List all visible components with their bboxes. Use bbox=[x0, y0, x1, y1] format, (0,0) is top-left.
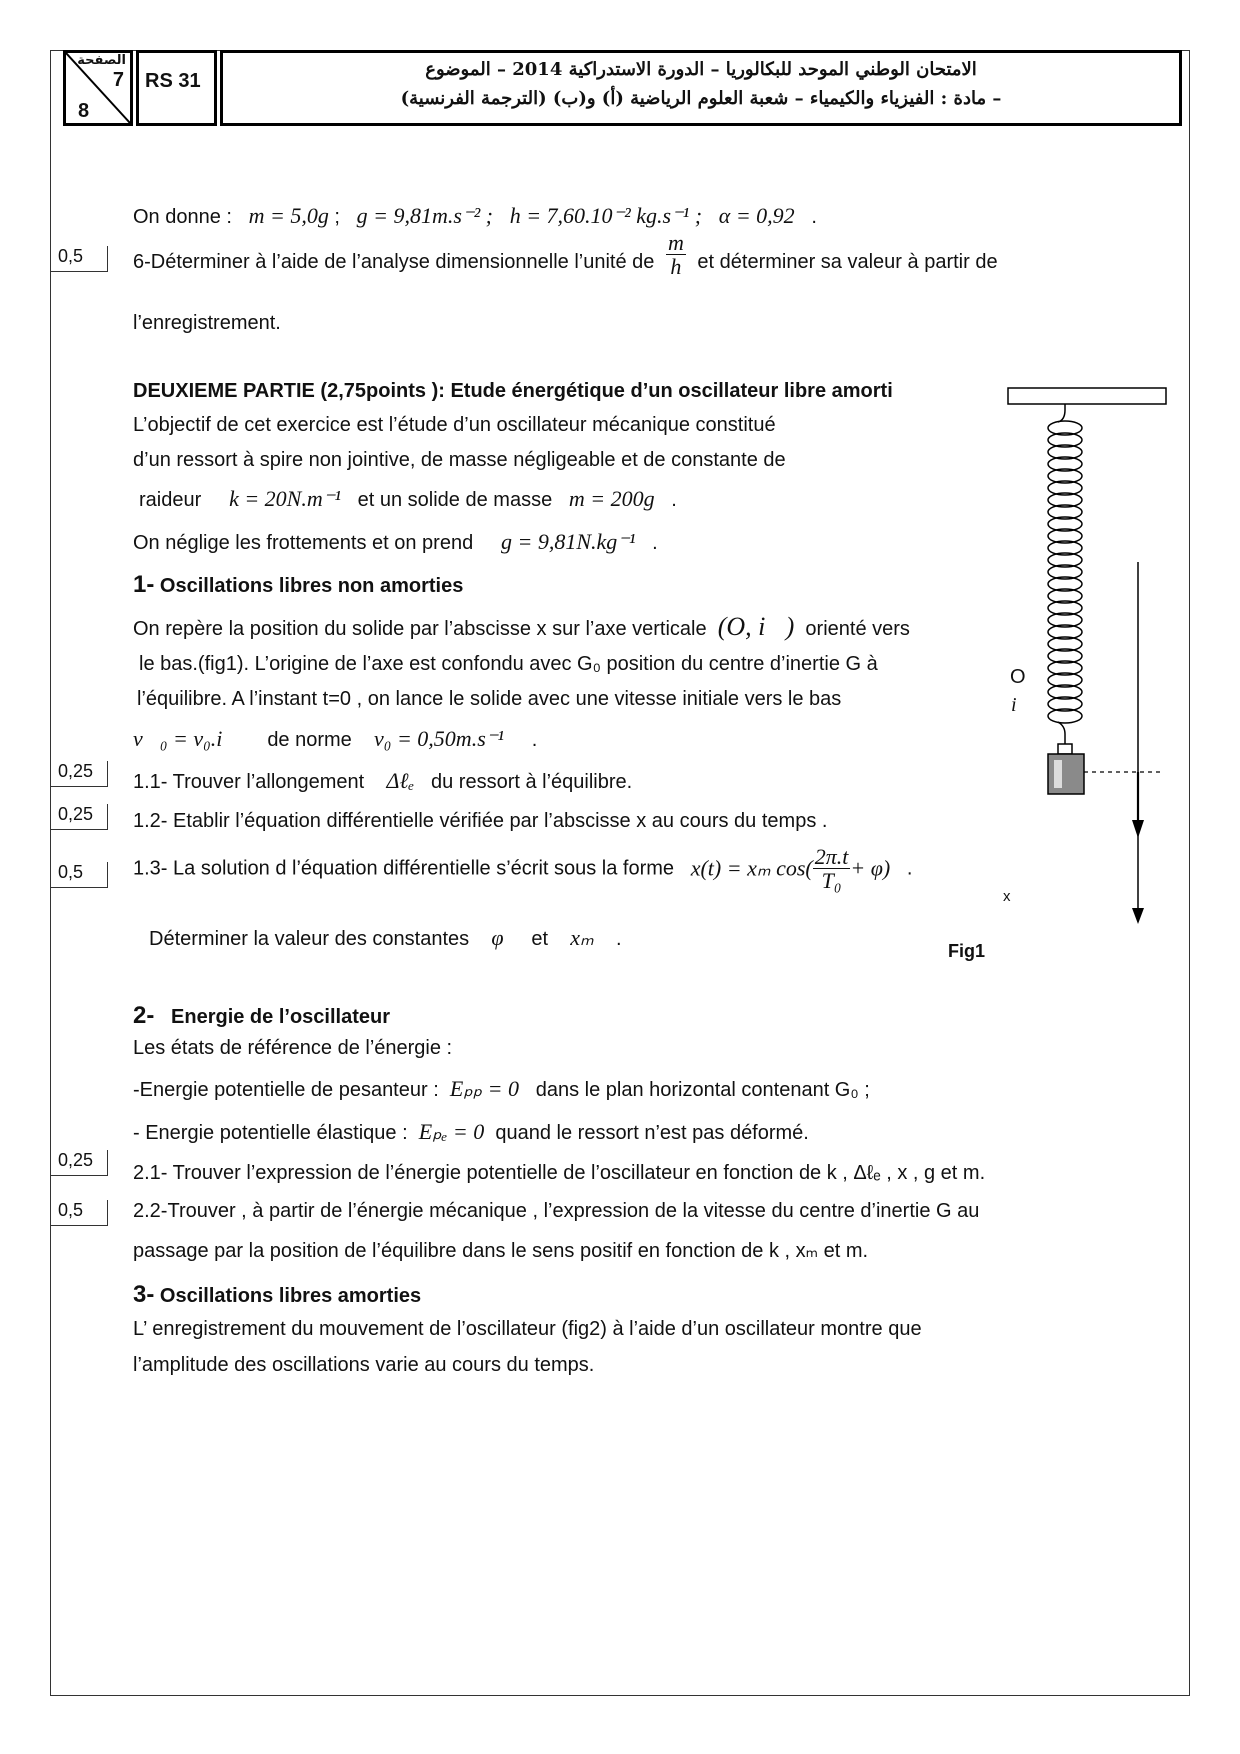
intro-line4: On néglige les frottements et on prend g = 9,81N.kg⁻¹ . bbox=[133, 529, 658, 554]
s1-v0-value: v₀ = 0,50m.s⁻¹ bbox=[374, 726, 504, 751]
s1-line1 bbox=[133, 612, 910, 642]
intro3-a: raideur bbox=[139, 489, 202, 511]
question-1-1 bbox=[133, 768, 632, 794]
question-2-2-line1: 2.2-Trouver , à partir de l’énergie mécanique , l’expression de la vitesse du centre d’inertie G au bbox=[133, 1200, 980, 1222]
given-values: On donne : m = 5,0g ; g = 9,81m.s⁻² ; h = 7,60.10⁻² kg.s⁻¹ ; α = 0,92 . bbox=[133, 203, 817, 228]
intro-line3: raideur k = 20N.m⁻¹ et un solide de masse m = 200g . bbox=[139, 486, 677, 511]
x-axis-arrow bbox=[1132, 908, 1144, 924]
q6-fraction bbox=[666, 231, 686, 278]
mass-holder bbox=[1058, 744, 1072, 754]
page-current: 7 bbox=[112, 69, 124, 91]
section3-heading bbox=[133, 1281, 421, 1309]
exam-title-line1: الامتحان الوطني الموحد للبكالوريا – الدورة الاستدراكية 2014 – الموضوع bbox=[425, 59, 977, 80]
q13-phi: φ bbox=[491, 925, 504, 950]
section1-heading bbox=[133, 571, 463, 599]
intro4-a: On néglige les frottements et on prend bbox=[133, 532, 474, 554]
spring-bottom-lead bbox=[1058, 722, 1065, 744]
s2-epp-b: dans le plan horizontal contenant G₀ ; bbox=[535, 1079, 870, 1101]
q13-rhs: + φ) bbox=[850, 855, 891, 881]
fig-caption: Fig1 bbox=[948, 941, 986, 961]
q6-text-a: 6-Déterminer à l’aide de l’analyse dimensionnelle l’unité de bbox=[133, 250, 655, 273]
intro3-m: m = 200g bbox=[568, 486, 655, 511]
fig-unit-vector-label: i⃗ bbox=[1011, 694, 1033, 716]
q13-fraction-num: 2π.t bbox=[814, 844, 849, 869]
s2-epe-eq: Eₚₑ = 0 bbox=[418, 1119, 485, 1144]
points-q6: 0,5 bbox=[50, 246, 108, 272]
intro3-k: k = 20N.m⁻¹ bbox=[229, 486, 341, 511]
points-q12: 0,25 bbox=[50, 804, 108, 830]
q11-a: 1.1- Trouver l’allongement bbox=[133, 771, 365, 793]
part2-title: DEUXIEME PARTIE (2,75points ): Etude énergétique d’un oscillateur libre amorti bbox=[133, 380, 893, 402]
section2-heading bbox=[133, 1002, 390, 1030]
section2-title: Energie de l’oscillateur bbox=[171, 1006, 390, 1028]
given-h: h = 7,60.10⁻² kg.s⁻¹ ; bbox=[509, 203, 703, 228]
q11-b: du ressort à l’équilibre. bbox=[430, 771, 633, 793]
given-m: m = 5,0g bbox=[248, 203, 329, 228]
section1-title: Oscillations libres non amorties bbox=[159, 575, 464, 597]
q13-fraction-den: T₀ bbox=[821, 868, 842, 894]
fig-origin-label: O bbox=[1010, 666, 1026, 688]
question-1-2: 1.2- Etablir l’équation différentielle vérifiée par l’abscisse x au cours du temps . bbox=[133, 810, 828, 832]
mass-highlight bbox=[1054, 760, 1062, 788]
exam-title-line2: – مادة : الفيزياء والكيمياء – شعبة العلوم الرياضية (أ) و(ب) (الترجمة الفرنسية) bbox=[400, 88, 1002, 109]
fig-axis-label: x bbox=[1003, 888, 1011, 905]
s1-axis: (O, i⃗) bbox=[717, 612, 795, 641]
s3-line2: l’amplitude des oscillations varie au cours du temps. bbox=[133, 1354, 595, 1376]
question-6 bbox=[133, 230, 998, 280]
mass-block bbox=[1048, 754, 1084, 794]
intro4-g: g = 9,81N.kg⁻¹ bbox=[501, 529, 636, 554]
intro-line2: d’un ressort à spire non jointive, de masse négligeable et de constante de bbox=[133, 449, 786, 471]
q13-c-a: Déterminer la valeur des constantes bbox=[149, 928, 470, 950]
intro-line1: L’objectif de cet exercice est l’étude d’un oscillateur mécanique constitué bbox=[133, 414, 776, 436]
points-q13: 0,5 bbox=[50, 862, 108, 888]
q13-xm: xₘ bbox=[570, 925, 594, 950]
given-g: g = 9,81m.s⁻² ; bbox=[356, 203, 494, 228]
s2-epe bbox=[133, 1119, 809, 1145]
s3-line1: L’ enregistrement du mouvement de l’oscillateur (fig2) à l’aide d’un oscillateur montre que bbox=[133, 1318, 922, 1340]
points-q11: 0,25 bbox=[50, 761, 108, 787]
question-2-1: 2.1- Trouver l’expression de l’énergie potentielle de l’oscillateur en fonction de k , Δℓₑ , x , g et m. bbox=[133, 1162, 986, 1184]
intro3-b: et un solide de masse bbox=[357, 489, 553, 511]
question-1-3: 1.3- La solution d l’équation différentielle s’écrit sous la forme x(t) = xₘ cos( $\frac{2\pi.t}{\text{T₀}}$ + φ) . bbox=[133, 844, 913, 894]
exam-code: RS 31 bbox=[136, 50, 217, 126]
section1-number: 1- bbox=[133, 571, 155, 598]
given-alpha: α = 0,92 bbox=[718, 203, 795, 228]
s1-v0-vector: v⃗₀ = v₀.i⃗ bbox=[133, 726, 240, 751]
page-label: الصفحة bbox=[77, 53, 126, 68]
q13-constants: Déterminer la valeur des constantes φ et xₘ . bbox=[149, 925, 622, 950]
unit-vector-arrow bbox=[1132, 820, 1144, 838]
ceiling-support bbox=[1008, 388, 1166, 404]
page-total: 8 bbox=[78, 100, 90, 122]
q6-fraction-num: m bbox=[667, 230, 684, 255]
s1-line1-a: On repère la position du solide par l’abscisse x sur l’axe verticale bbox=[133, 618, 707, 640]
q13-fraction bbox=[813, 845, 851, 892]
s2-epe-b: quand le ressort n’est pas déformé. bbox=[495, 1122, 809, 1144]
page-number-box bbox=[63, 50, 133, 126]
q11-symbol: Δℓₑ bbox=[386, 768, 415, 793]
points-q22: 0,5 bbox=[50, 1200, 108, 1226]
q13-lhs: x(t) = xₘ cos( bbox=[690, 855, 813, 881]
q13-c-b: et bbox=[531, 928, 549, 950]
q13-a: 1.3- La solution d l’équation différentielle s’écrit sous la forme bbox=[133, 857, 675, 880]
s2-epe-a: - Energie potentielle élastique : bbox=[133, 1122, 408, 1144]
section3-number: 3- bbox=[133, 1281, 155, 1308]
spring-top-lead bbox=[1058, 404, 1065, 422]
q6-text-b: et déterminer sa valeur à partir de bbox=[697, 250, 998, 273]
section2-number: 2- bbox=[133, 1002, 155, 1029]
given-label: On donne : bbox=[133, 206, 232, 228]
question-2-2-line2: passage par la position de l’équilibre dans le sens positif en fonction de k , xₘ et m. bbox=[133, 1240, 869, 1262]
s2-ref: Les états de référence de l’énergie : bbox=[133, 1037, 453, 1059]
spring-coils bbox=[1048, 421, 1082, 723]
s1-line3: l’équilibre. A l’instant t=0 , on lance le solide avec une vitesse initiale vers le bas bbox=[137, 688, 842, 710]
exam-title bbox=[220, 50, 1182, 126]
q6-text-c: l’enregistrement. bbox=[133, 312, 281, 334]
s1-line1-b: orienté vers bbox=[805, 618, 910, 640]
q6-fraction-den: h bbox=[670, 254, 682, 280]
s2-epp-eq: Eₚₚ = 0 bbox=[449, 1076, 520, 1101]
s2-epp bbox=[133, 1076, 870, 1102]
section3-title: Oscillations libres amorties bbox=[159, 1285, 422, 1307]
s2-epp-a: -Energie potentielle de pesanteur : bbox=[133, 1079, 439, 1101]
s1-line2: le bas.(fig1). L’origine de l’axe est confondu avec G₀ position du centre d’inertie G à bbox=[139, 653, 878, 675]
points-q21: 0,25 bbox=[50, 1150, 108, 1176]
s1-line4: v⃗₀ = v₀.i⃗ de norme v₀ = 0,50m.s⁻¹ . bbox=[133, 726, 538, 751]
s1-line4-a: de norme bbox=[267, 729, 352, 751]
